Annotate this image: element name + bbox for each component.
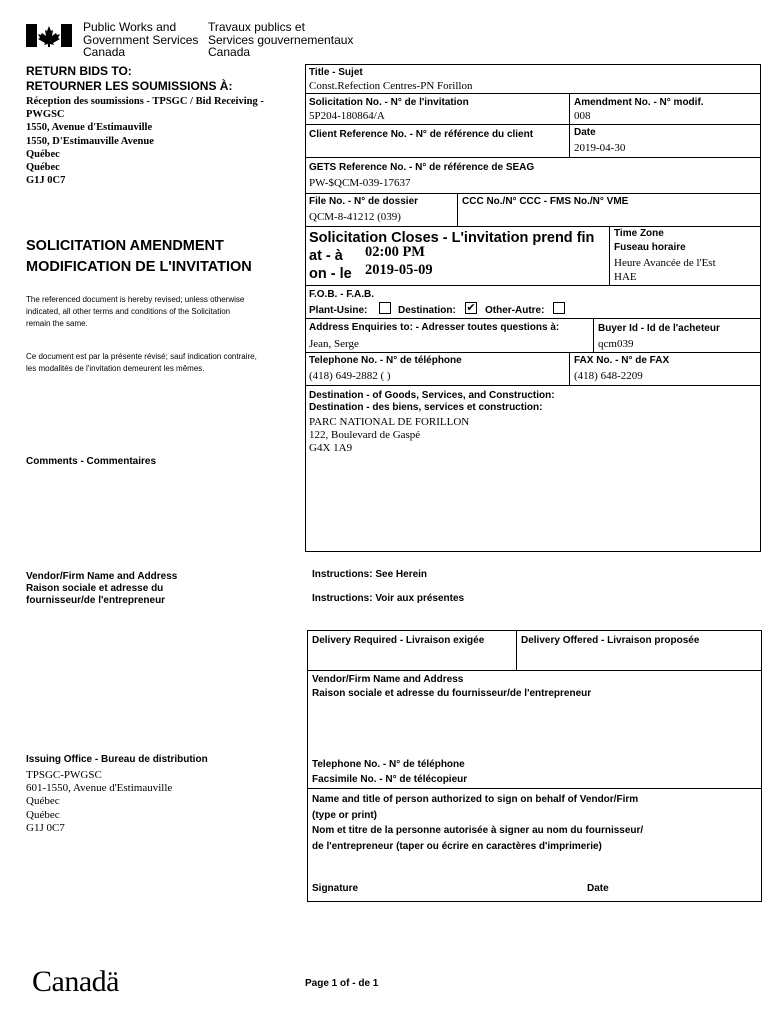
issuing-line: Québec <box>26 808 60 821</box>
divider <box>305 157 761 158</box>
issuing-line: Québec <box>26 795 60 808</box>
dest-label-line: Destination - of Goods, Services, and Construction: <box>309 390 555 401</box>
amendment-no-value: 008 <box>574 110 591 122</box>
destination-address <box>309 416 469 455</box>
divider <box>305 352 761 353</box>
address-line: 1550, D'Estimauville Avenue <box>26 135 154 147</box>
dest-address-line: G4X 1A9 <box>309 442 353 454</box>
divider <box>569 352 570 385</box>
delivery-offered-label: Delivery Offered - Livraison proposée <box>521 635 700 646</box>
vendor-label-line: Raison sociale et adresse du <box>26 583 164 594</box>
dept-en-line: Government Services <box>83 32 199 47</box>
dept-fr-line: Canada <box>208 45 251 59</box>
on-value: 2019-05-09 <box>365 262 433 278</box>
address-line: PWGSC <box>26 109 65 121</box>
solicitation-no-value: 5P204-180864/A <box>309 110 385 122</box>
fax-label: FAX No. - N° de FAX <box>574 355 670 366</box>
divider <box>305 93 761 94</box>
issuing-office-label: Issuing Office - Bureau de distribution <box>26 754 208 765</box>
amendment-text-line: remain the same. <box>26 319 88 328</box>
gets-value: PW-$QCM-039-17637 <box>309 177 411 189</box>
gets-label: GETS Reference No. - N° de référence de SEAG <box>309 162 535 173</box>
authorized-label-line: Name and title of person authorized to sign on behalf of Vendor/Firm <box>312 794 639 805</box>
divider <box>516 630 517 670</box>
amendment-title <box>26 236 252 278</box>
ccc-label: CCC No./N° CCC - FMS No./N° VME <box>462 196 629 207</box>
address-line: Réception des soumissions - TPSGC / Bid Receiving - <box>26 96 264 107</box>
file-no-value: QCM-8-41212 (039) <box>309 211 401 223</box>
telephone-value: (418) 649-2882 ( ) <box>309 370 391 382</box>
amendment-title-en: SOLICITATION AMENDMENT <box>26 238 224 254</box>
client-ref-label: Client Reference No. - N° de référence du client <box>309 129 534 140</box>
amendment-text-line: indicated, all other terms and conditions of the Solicitation <box>26 307 231 316</box>
maple-leaf-flag-icon <box>26 24 72 47</box>
authorized-person-label <box>312 792 643 854</box>
tz-label-line: Fuseau horaire <box>614 242 686 253</box>
divider <box>457 193 458 226</box>
amendment-text-line: The referenced document is hereby revised; unless otherwise <box>26 295 245 304</box>
authorized-label-line: Nom et titre de la personne autorisée à signer au nom du fournisseur/ <box>312 825 644 836</box>
canada-flag-logo <box>26 24 72 47</box>
vendor-name-label-line: Vendor/Firm Name and Address <box>312 674 464 685</box>
closes-label: Solicitation Closes - L'invitation prend fin <box>309 230 595 246</box>
return-bids-title-fr: RETOURNER LES SOUMISSIONS À: <box>26 79 233 93</box>
title-label: Title - Sujet <box>309 67 363 78</box>
enquiries-value: Jean, Serge <box>309 338 359 350</box>
solicitation-no-label: Solicitation No. - N° de l'invitation <box>309 97 469 108</box>
buyer-value: qcm039 <box>598 338 634 350</box>
dest-address-line: 122, Boulevard de Gaspé <box>309 429 421 441</box>
at-value: 02:00 PM <box>365 244 425 260</box>
divider <box>305 124 761 125</box>
amendment-text-en <box>26 294 244 330</box>
vendor-telephone-label: Telephone No. - N° de téléphone <box>312 759 465 770</box>
address-line: G1J 0C7 <box>26 175 66 187</box>
return-bids-title-en: RETURN BIDS TO: <box>26 64 132 78</box>
file-no-label: File No. - N° de dossier <box>309 196 419 207</box>
signature-label: Signature <box>312 883 359 894</box>
tz-value-line: HAE <box>614 270 637 283</box>
issuing-line: G1J 0C7 <box>26 821 65 834</box>
dept-en-line: Canada <box>83 45 126 59</box>
divider <box>307 670 762 671</box>
comments-label: Comments - Commentaires <box>26 456 157 467</box>
page-number: Page 1 of - de 1 <box>305 978 379 989</box>
dept-name-fr <box>208 21 353 59</box>
amendment-text-line: les modalités de l'invitation demeurent les mêmes. <box>26 364 205 373</box>
divider <box>305 318 761 319</box>
issuing-line: 601-1550, Avenue d'Estimauville <box>26 782 173 795</box>
destination-label: Destination: <box>398 305 456 316</box>
fax-value: (418) 648-2209 <box>574 370 643 382</box>
tz-label-line: Time Zone <box>614 228 664 239</box>
divider <box>305 193 761 194</box>
authorized-label-line: (type or print) <box>312 809 377 821</box>
enquiries-label: Address Enquiries to: - Adresser toutes questions à: <box>309 322 560 333</box>
date-label: Date <box>574 127 596 138</box>
time-zone-value <box>614 257 716 284</box>
dest-address-line: PARC NATIONAL DE FORILLON <box>309 416 470 428</box>
fob-label: F.O.B. - F.A.B. <box>309 289 374 300</box>
vendor-name-label <box>312 674 591 700</box>
telephone-label: Telephone No. - N° de téléphone <box>309 355 462 366</box>
divider <box>307 788 762 789</box>
canada-wordmark <box>32 964 119 1000</box>
return-bids-title <box>26 64 232 94</box>
buyer-label: Buyer Id - Id de l'acheteur <box>598 323 720 334</box>
address-line: Québec <box>26 148 60 160</box>
vendor-label-line: fournisseur/de l'entrepreneur <box>26 595 166 606</box>
vendor-fax-label: Facsimile No. - N° de télécopieur <box>312 774 468 785</box>
amendment-title-fr: MODIFICATION DE L'INVITATION <box>26 259 252 275</box>
delivery-required-label: Delivery Required - Livraison exigée <box>312 635 485 646</box>
divider <box>593 318 594 352</box>
instructions-en: Instructions: See Herein <box>312 569 428 580</box>
divider <box>305 285 761 286</box>
divider <box>569 93 570 157</box>
issuing-office-address <box>26 769 172 835</box>
on-label: on - le <box>309 266 352 282</box>
time-zone-label <box>614 228 686 254</box>
amendment-no-label: Amendment No. - N° modif. <box>574 97 704 108</box>
dept-fr-line: Services gouvernementaux <box>208 32 354 47</box>
dest-label-line: Destination - des biens, services et construction: <box>309 402 543 413</box>
amendment-text-fr <box>26 351 257 375</box>
date-value: 2019-04-30 <box>574 142 626 154</box>
address-line: Québec <box>26 162 60 174</box>
issuing-line: TPSGC-PWGSC <box>26 769 102 781</box>
destination-goods-label <box>309 390 555 414</box>
divider <box>609 226 610 285</box>
vendor-label-line: Vendor/Firm Name and Address <box>26 571 178 582</box>
plant-checkbox[interactable] <box>379 302 391 314</box>
dept-fr-line: Travaux publics et <box>208 20 305 34</box>
check-mark-icon: ✔ <box>466 301 476 314</box>
plant-label: Plant-Usine: <box>309 305 368 316</box>
other-label: Other-Autre: <box>485 305 545 316</box>
instructions-fr: Instructions: Voir aux présentes <box>312 593 465 604</box>
dept-en-line: Public Works and <box>83 20 177 34</box>
vendor-left-label <box>26 571 177 607</box>
amendment-text-line: Ce document est par la présente révisé; sauf indication contraire, <box>26 352 257 361</box>
destination-checkbox[interactable] <box>465 302 477 314</box>
address-line: 1550, Avenue d'Estimauville <box>26 122 153 134</box>
tz-value-line: Heure Avancée de l'Est <box>614 257 716 269</box>
other-checkbox[interactable] <box>553 302 565 314</box>
divider <box>305 226 761 227</box>
vendor-name-label-line: Raison sociale et adresse du fournisseur/de l'entrepreneur <box>312 688 592 699</box>
title-value: Const.Refection Centres-PN Forillon <box>309 80 473 92</box>
dept-name-en <box>83 21 198 59</box>
at-label: at - à <box>309 248 343 264</box>
authorized-label-line: de l'entrepreneur (taper ou écrire en caractères d'imprimerie) <box>312 840 602 852</box>
divider <box>305 385 761 386</box>
signature-date-label: Date <box>587 883 609 894</box>
canada-wordmark-text: Canadä <box>32 965 119 998</box>
return-bids-address <box>26 95 264 187</box>
